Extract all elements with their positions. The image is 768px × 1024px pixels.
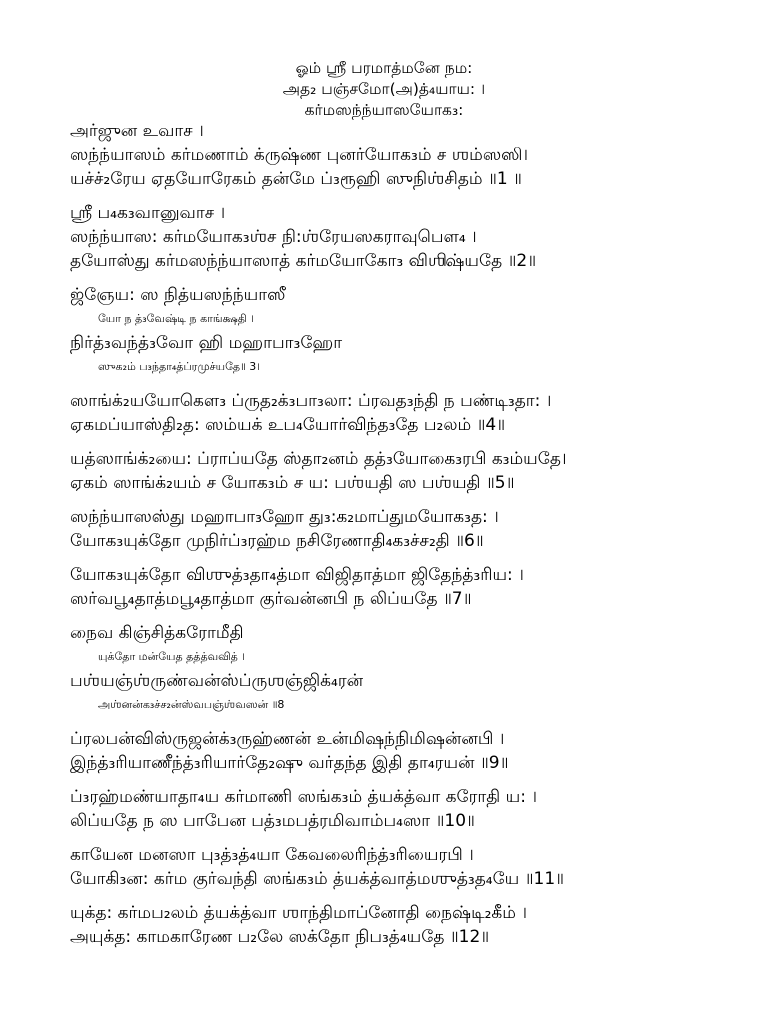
verse-12-line-1: யுக்த꞉ கர்மப₂லம் த்யக்த்வா ஶாந்திமாப்னோதி நைஷ்டி₂கீம் । xyxy=(70,903,527,923)
verse-3-line-4: ஸுக₂ம் ப₃ந்தா₄த்ப்ரமுச்யதே॥ 3। xyxy=(98,360,260,373)
verse-1-line-2: யச்ச்₂ரேய ஏதயோரேகம் தன்மே ப்₃ரூஹி ஸுநிஶ்சிதம் ॥1 ॥ xyxy=(70,169,522,189)
verse-12-line-2: அயுக்த꞉ காமகாரேண ப₂லே ஸக்தோ நிப₃த்₄யதே ॥12॥ xyxy=(70,927,490,947)
verse-4-line-1: ஸாங்க்₂யயோகௌ₃ ப்ருத₂க்₃பா₃லா꞉ ப்ரவத₃ந்தி ந பண்டி₃தா꞉ । xyxy=(70,391,552,411)
verse-8-line-3: பஶ்யஞ்ஶ்ருண்வன்ஸ்ப்ருஶஞ்ஜிக்₄ரன் xyxy=(70,671,364,691)
invocation-line: ஓம் ஸ்ரீ பரமாத்மனே நம꞉ xyxy=(295,59,473,77)
verse-4-line-2: ஏகமப்யாஸ்தி₂த꞉ ஸம்யக் உப₄யோர்விந்த₃தே ப₂லம் ॥4॥ xyxy=(70,415,506,435)
verse-8-line-2: யுக்தோ மன்யேத தத்த்வவித் । xyxy=(98,650,245,663)
verse-5-line-1: யத்ஸாங்க்₂யை꞉ ப்ராப்யதே ஸ்தா₂னம் தத்₃யோகை₃ரபி க₃ம்யதே। xyxy=(70,449,567,469)
verse-9-line-2: இந்த்₃ரியாணீந்த்₃ரியார்தே₂ஷு வர்தந்த இதி தா₄ரயன் ॥9॥ xyxy=(70,753,509,773)
verse-5-line-2: ஏகம் ஸாங்க்₂யம் ச யோக₃ம் ச ய꞉ பஶ்யதி ஸ பஶ்யதி ॥5॥ xyxy=(70,473,515,493)
verse-10-line-2: லிப்யதே ந ஸ பாபேன பத்₃மபத்ரமிவாம்ப₄ஸா ॥10॥ xyxy=(70,811,475,831)
verse-10-line-1: ப்₃ரஹ்மண்யாதா₄ய கர்மாணி ஸங்க₃ம் த்யக்த்வா கரோதி ய꞉ । xyxy=(70,787,537,807)
verse-11-line-1: காயேன மனஸா பு₃த்₃த்₄யா கேவலைரிந்த்₃ரியைரபி । xyxy=(70,845,474,865)
chapter-title-line: கர்மஸந்ந்யாஸயோக₃꞉ xyxy=(304,101,464,119)
verse-7-line-1: யோக₃யுக்தோ விஶுத்₃தா₄த்மா விஜிதாத்மா ஜிதேந்த்₃ரிய꞉ । xyxy=(70,565,524,585)
speaker-arjuna: அர்ஜுன உவாச । xyxy=(70,121,204,141)
speaker-bhagavan: ஶ்ரீ ப₄க₃வானுவாச । xyxy=(70,203,226,223)
verse-2-line-1: ஸந்ந்யாஸ꞉ கர்மயோக₃ஶ்ச நி꞉ஶ்ரேயஸகராவுபெள₄ । xyxy=(70,227,477,247)
chapter-header xyxy=(0,58,768,121)
verse-8-line-4: அஶ்னன்க₃ச்ச₂ன்ஸ்வபஞ்ஶ்வஸன் ॥8 xyxy=(98,698,285,711)
verse-3-line-2: யோ ந த்₃வேஷ்டி ந காங்க்ஷதி । xyxy=(98,312,254,325)
verse-9-line-1: ப்ரலபன்விஸ்ருஜன்க்₃ருஹ்ணன் உன்மிஷந்நிமிஷன்னபி । xyxy=(70,729,505,749)
verse-7-line-2: ஸர்வபூ₄தாத்மபூ₄தாத்மா குர்வன்னபி ந லிப்யதே ॥7॥ xyxy=(70,589,472,609)
verse-3-line-3: நிர்த்₃வந்த்₃வோ ஹி மஹாபா₃ஹோ xyxy=(70,333,343,353)
verse-body xyxy=(70,119,760,949)
verse-8-line-1: நைவ கிஞ்சித்கரோமீதி xyxy=(70,623,244,643)
verse-6-line-2: யோக₃யுக்தோ முநிர்ப்₃ரஹ்ம நசிரேணாதி₄க₃ச்ச₂தி ॥6॥ xyxy=(70,531,484,551)
verse-6-line-1: ஸந்ந்யாஸஸ்து மஹாபா₃ஹோ து₃꞉க₂மாப்துமயோக₃த꞉ । xyxy=(70,507,499,527)
verse-2-line-2: தயோஸ்து கர்மஸந்ந்யாஸாத் கர்மயோகோ₃ விஶிஷ்யதே ॥2॥ xyxy=(70,251,537,271)
verse-3-line-1: ஜ்ஞேய꞉ ஸ நித்யஸந்ந்யாஸீ xyxy=(70,285,286,305)
chapter-number-line: அத₂ பஞ்சமோ(அ)த்₄யாய꞉ । xyxy=(282,80,486,98)
verse-1-line-1: ஸந்ந்யாஸம் கர்மணாம் க்ருஷ்ண புனர்யோக₃ம் ச ஶம்ஸஸி। xyxy=(70,145,529,165)
verse-11-line-2: யோகி₃ன꞉ கர்ம குர்வந்தி ஸங்க₃ம் த்யக்த்வாத்மஶுத்₃த₄யே ॥11॥ xyxy=(70,869,565,889)
